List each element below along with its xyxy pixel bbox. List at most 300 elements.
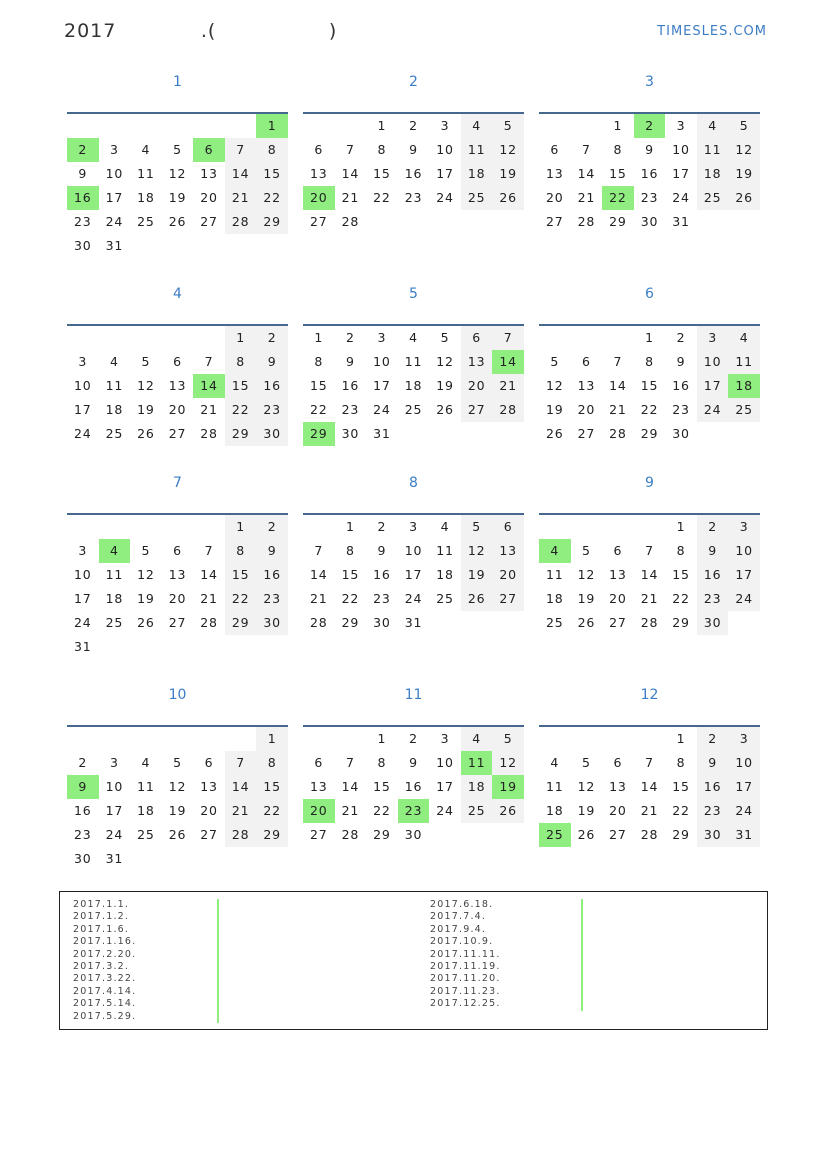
empty-day-cell bbox=[303, 727, 335, 751]
empty-day-cell bbox=[256, 635, 288, 659]
day-cell: 5 bbox=[728, 114, 760, 138]
day-cell: 30 bbox=[672, 426, 690, 441]
day-cell: 21 bbox=[200, 591, 218, 606]
day-cell: 8 bbox=[345, 543, 355, 558]
day-cell: 6 bbox=[204, 755, 214, 770]
legend-entry bbox=[73, 986, 217, 998]
empty-day-cell bbox=[429, 611, 461, 635]
legend-date: 2017.11.20. bbox=[430, 973, 501, 985]
day-cell: 14 bbox=[640, 779, 659, 794]
empty-day-cell bbox=[67, 515, 99, 539]
day-cell: 21 bbox=[310, 591, 328, 606]
day-cell: 7 bbox=[613, 354, 623, 369]
week-row bbox=[303, 350, 524, 374]
day-cell: 6 bbox=[314, 755, 324, 770]
day-cell: 30 bbox=[697, 611, 729, 635]
day-cell: 4 bbox=[461, 727, 493, 751]
empty-day-cell bbox=[366, 210, 398, 234]
day-cell: 13 bbox=[546, 166, 564, 181]
day-cell: 14 bbox=[640, 567, 659, 582]
day-cell: 26 bbox=[436, 402, 454, 417]
empty-day-cell bbox=[539, 515, 571, 539]
day-cell: 21 bbox=[200, 402, 218, 417]
legend-holiday-marker bbox=[581, 899, 583, 911]
month-grid bbox=[539, 112, 760, 234]
day-cell: 22 bbox=[640, 402, 659, 417]
empty-day-cell bbox=[303, 515, 335, 539]
empty-day-cell bbox=[429, 823, 461, 847]
day-cell: 2 bbox=[377, 519, 387, 534]
day-cell: 8 bbox=[613, 142, 623, 157]
day-cell: 23 bbox=[373, 591, 391, 606]
day-cell: 11 bbox=[546, 567, 564, 582]
empty-day-cell bbox=[130, 234, 162, 258]
day-cell: 19 bbox=[577, 803, 596, 818]
day-cell: 11 bbox=[461, 138, 493, 162]
day-cell: 2 bbox=[345, 330, 355, 345]
day-cell: 28 bbox=[225, 210, 257, 234]
day-cell: 26 bbox=[168, 827, 187, 842]
day-cell: 7 bbox=[645, 755, 654, 770]
day-cell: 24 bbox=[728, 799, 760, 823]
month-grid bbox=[67, 513, 288, 659]
day-cell: 27 bbox=[310, 214, 328, 229]
empty-day-cell bbox=[697, 210, 729, 234]
day-cell: 28 bbox=[200, 615, 218, 630]
day-cell: 25 bbox=[539, 823, 571, 847]
day-cell: 22 bbox=[225, 398, 257, 422]
day-cell: 14 bbox=[341, 779, 360, 794]
day-cell: 1 bbox=[256, 114, 288, 138]
day-cell: 30 bbox=[373, 615, 391, 630]
legend-holiday-marker bbox=[581, 924, 583, 936]
day-cell: 9 bbox=[78, 166, 88, 181]
day-cell: 30 bbox=[640, 214, 659, 229]
day-cell: 14 bbox=[193, 374, 225, 398]
empty-day-cell bbox=[162, 326, 194, 350]
site-logo[interactable]: TIMESLES.COM bbox=[657, 24, 767, 39]
day-cell: 15 bbox=[373, 166, 391, 181]
week-row bbox=[303, 326, 524, 350]
legend-holiday-marker bbox=[217, 924, 219, 936]
empty-day-cell bbox=[130, 515, 162, 539]
day-cell: 29 bbox=[672, 615, 690, 630]
day-cell: 23 bbox=[697, 587, 729, 611]
day-cell: 23 bbox=[640, 190, 659, 205]
day-cell: 3 bbox=[109, 142, 119, 157]
legend-date: 2017.1.1. bbox=[73, 899, 130, 910]
day-cell: 19 bbox=[492, 162, 524, 186]
day-cell: 19 bbox=[492, 775, 524, 799]
day-cell: 20 bbox=[492, 563, 524, 587]
empty-day-cell bbox=[429, 210, 461, 234]
day-cell: 27 bbox=[168, 615, 187, 630]
legend-date: 2017.1.2. bbox=[73, 911, 130, 923]
day-cell: 31 bbox=[74, 639, 92, 654]
day-cell: 22 bbox=[310, 402, 328, 417]
day-cell: 30 bbox=[74, 851, 92, 866]
day-cell: 30 bbox=[341, 426, 360, 441]
day-cell: 31 bbox=[373, 426, 391, 441]
day-cell: 7 bbox=[492, 326, 524, 350]
day-cell: 10 bbox=[74, 378, 92, 393]
month-name: 8 bbox=[409, 475, 418, 491]
week-row bbox=[539, 539, 760, 563]
day-cell: 18 bbox=[697, 162, 729, 186]
day-cell: 1 bbox=[377, 731, 387, 746]
empty-day-cell bbox=[461, 823, 493, 847]
week-row bbox=[67, 611, 288, 635]
empty-day-cell bbox=[99, 727, 131, 751]
day-cell: 16 bbox=[697, 775, 729, 799]
day-cell: 22 bbox=[602, 186, 634, 210]
day-cell: 29 bbox=[225, 611, 257, 635]
day-cell: 6 bbox=[193, 138, 225, 162]
day-cell: 30 bbox=[256, 422, 288, 446]
day-cell: 4 bbox=[539, 539, 571, 563]
day-cell: 23 bbox=[74, 827, 92, 842]
day-cell: 8 bbox=[225, 539, 257, 563]
day-cell: 16 bbox=[256, 374, 288, 398]
legend-entry bbox=[73, 924, 217, 936]
week-row bbox=[303, 751, 524, 775]
week-row bbox=[303, 398, 524, 422]
week-row bbox=[539, 727, 760, 751]
day-cell: 25 bbox=[461, 799, 493, 823]
empty-day-cell bbox=[634, 727, 666, 751]
day-cell: 31 bbox=[105, 851, 124, 866]
day-cell: 8 bbox=[225, 350, 257, 374]
day-cell: 15 bbox=[310, 378, 328, 393]
day-cell: 16 bbox=[672, 378, 690, 393]
day-cell: 10 bbox=[404, 543, 423, 558]
legend-date: 2017.11.11. bbox=[430, 948, 501, 960]
day-cell: 8 bbox=[314, 354, 324, 369]
day-cell: 11 bbox=[105, 567, 124, 582]
day-cell: 18 bbox=[105, 591, 124, 606]
day-cell: 27 bbox=[461, 398, 493, 422]
day-cell: 26 bbox=[137, 426, 155, 441]
day-cell: 5 bbox=[173, 142, 182, 157]
empty-day-cell bbox=[461, 611, 493, 635]
day-cell: 10 bbox=[728, 539, 760, 563]
empty-day-cell bbox=[602, 727, 634, 751]
empty-day-cell bbox=[193, 114, 225, 138]
day-cell: 21 bbox=[492, 374, 524, 398]
day-cell: 12 bbox=[168, 166, 187, 181]
week-row bbox=[67, 799, 288, 823]
day-cell: 24 bbox=[672, 190, 690, 205]
empty-day-cell bbox=[193, 727, 225, 751]
day-cell: 12 bbox=[168, 779, 187, 794]
day-cell: 8 bbox=[377, 755, 387, 770]
day-cell: 25 bbox=[105, 615, 124, 630]
legend-holiday-marker bbox=[581, 949, 583, 961]
day-cell: 29 bbox=[373, 827, 391, 842]
day-cell: 22 bbox=[672, 591, 690, 606]
day-cell: 11 bbox=[105, 378, 124, 393]
empty-day-cell bbox=[162, 234, 194, 258]
day-cell: 1 bbox=[345, 519, 355, 534]
week-row bbox=[303, 611, 524, 635]
day-cell: 5 bbox=[141, 354, 151, 369]
day-cell: 12 bbox=[492, 751, 524, 775]
legend-holiday-marker bbox=[217, 911, 219, 923]
day-cell: 17 bbox=[728, 563, 760, 587]
day-cell: 25 bbox=[728, 398, 760, 422]
day-cell: 14 bbox=[225, 162, 257, 186]
day-cell: 27 bbox=[577, 426, 596, 441]
day-cell: 29 bbox=[303, 422, 335, 446]
day-cell: 2 bbox=[78, 755, 88, 770]
day-cell: 22 bbox=[256, 799, 288, 823]
day-cell: 19 bbox=[137, 591, 155, 606]
day-cell: 25 bbox=[105, 426, 124, 441]
legend-entry bbox=[73, 973, 217, 985]
day-cell: 30 bbox=[404, 827, 423, 842]
legend-entry bbox=[73, 899, 217, 911]
day-cell: 31 bbox=[105, 238, 124, 253]
day-cell: 24 bbox=[105, 214, 124, 229]
day-cell: 10 bbox=[436, 755, 454, 770]
legend-date: 2017.3.2. bbox=[73, 960, 130, 972]
legend-date: 2017.2.20. bbox=[73, 948, 137, 960]
week-row bbox=[67, 727, 288, 751]
day-cell: 21 bbox=[225, 799, 257, 823]
empty-day-cell bbox=[398, 210, 430, 234]
day-cell: 9 bbox=[697, 539, 729, 563]
day-cell: 18 bbox=[404, 378, 423, 393]
week-row bbox=[303, 422, 524, 446]
legend-holiday-marker bbox=[581, 998, 583, 1010]
legend-entry bbox=[430, 911, 574, 923]
day-cell: 19 bbox=[168, 190, 187, 205]
legend-entry bbox=[430, 998, 574, 1010]
week-row bbox=[303, 138, 524, 162]
day-cell: 18 bbox=[137, 803, 155, 818]
empty-day-cell bbox=[571, 515, 603, 539]
day-cell: 12 bbox=[137, 378, 155, 393]
empty-day-cell bbox=[130, 727, 162, 751]
legend-holiday-marker bbox=[217, 1011, 219, 1023]
legend-entry bbox=[430, 949, 574, 961]
day-cell: 14 bbox=[341, 166, 360, 181]
day-cell: 13 bbox=[168, 378, 187, 393]
day-cell: 13 bbox=[168, 567, 187, 582]
week-row bbox=[67, 847, 288, 871]
day-cell: 15 bbox=[640, 378, 659, 393]
empty-day-cell bbox=[67, 727, 99, 751]
day-cell: 16 bbox=[640, 166, 659, 181]
legend-holiday-marker bbox=[217, 986, 219, 998]
legend-holiday-marker bbox=[581, 911, 583, 923]
day-cell: 3 bbox=[377, 330, 387, 345]
day-cell: 12 bbox=[728, 138, 760, 162]
day-cell: 7 bbox=[645, 543, 654, 558]
week-row bbox=[67, 186, 288, 210]
week-row bbox=[539, 563, 760, 587]
day-cell: 26 bbox=[577, 827, 596, 842]
day-cell: 4 bbox=[550, 755, 560, 770]
empty-day-cell bbox=[130, 847, 162, 871]
empty-day-cell bbox=[67, 326, 99, 350]
day-cell: 28 bbox=[640, 615, 659, 630]
week-row bbox=[539, 398, 760, 422]
day-cell: 24 bbox=[697, 398, 729, 422]
day-cell: 14 bbox=[200, 567, 218, 582]
day-cell: 18 bbox=[137, 190, 155, 205]
day-cell: 12 bbox=[137, 567, 155, 582]
empty-day-cell bbox=[256, 847, 288, 871]
day-cell: 8 bbox=[377, 142, 387, 157]
week-row bbox=[67, 162, 288, 186]
week-row bbox=[67, 138, 288, 162]
day-cell: 28 bbox=[225, 823, 257, 847]
day-cell: 18 bbox=[546, 591, 564, 606]
day-cell: 9 bbox=[676, 354, 686, 369]
empty-day-cell bbox=[492, 210, 524, 234]
week-row bbox=[303, 587, 524, 611]
day-cell: 4 bbox=[141, 142, 151, 157]
day-cell: 28 bbox=[609, 426, 627, 441]
day-cell: 3 bbox=[676, 118, 686, 133]
day-cell: 2 bbox=[676, 330, 686, 345]
empty-day-cell bbox=[634, 515, 666, 539]
day-cell: 13 bbox=[461, 350, 493, 374]
day-cell: 17 bbox=[105, 803, 124, 818]
day-cell: 15 bbox=[672, 779, 690, 794]
empty-day-cell bbox=[130, 326, 162, 350]
day-cell: 24 bbox=[404, 591, 423, 606]
day-cell: 18 bbox=[461, 775, 493, 799]
day-cell: 20 bbox=[303, 186, 335, 210]
day-cell: 19 bbox=[728, 162, 760, 186]
day-cell: 2 bbox=[256, 515, 288, 539]
empty-day-cell bbox=[539, 326, 571, 350]
day-cell: 18 bbox=[728, 374, 760, 398]
day-cell: 8 bbox=[256, 751, 288, 775]
day-cell: 26 bbox=[728, 186, 760, 210]
day-cell: 5 bbox=[141, 543, 151, 558]
week-row bbox=[303, 563, 524, 587]
day-cell: 3 bbox=[109, 755, 119, 770]
legend-column-right bbox=[430, 899, 574, 1011]
day-cell: 6 bbox=[173, 543, 182, 558]
day-cell: 15 bbox=[256, 162, 288, 186]
day-cell: 7 bbox=[314, 543, 324, 558]
day-cell: 1 bbox=[225, 515, 257, 539]
day-cell: 27 bbox=[200, 827, 218, 842]
day-cell: 17 bbox=[74, 402, 92, 417]
empty-day-cell bbox=[193, 635, 225, 659]
day-cell: 5 bbox=[461, 515, 493, 539]
day-cell: 7 bbox=[204, 354, 214, 369]
month-grid bbox=[539, 725, 760, 847]
week-row bbox=[539, 138, 760, 162]
empty-day-cell bbox=[256, 234, 288, 258]
day-cell: 2 bbox=[409, 118, 418, 133]
day-cell: 6 bbox=[581, 354, 591, 369]
day-cell: 18 bbox=[105, 402, 124, 417]
week-row bbox=[303, 210, 524, 234]
empty-day-cell bbox=[602, 515, 634, 539]
day-cell: 1 bbox=[377, 118, 387, 133]
legend-holiday-marker bbox=[217, 973, 219, 985]
day-cell: 11 bbox=[436, 543, 454, 558]
week-row bbox=[539, 210, 760, 234]
day-cell: 23 bbox=[404, 190, 423, 205]
day-cell: 30 bbox=[697, 823, 729, 847]
day-cell: 28 bbox=[492, 398, 524, 422]
day-cell: 6 bbox=[492, 515, 524, 539]
month-grid bbox=[303, 324, 524, 446]
month-name: 1 bbox=[173, 74, 182, 90]
day-cell: 3 bbox=[728, 515, 760, 539]
legend-holiday-marker bbox=[217, 998, 219, 1010]
day-cell: 25 bbox=[546, 615, 564, 630]
day-cell: 22 bbox=[341, 591, 360, 606]
day-cell: 7 bbox=[345, 755, 355, 770]
week-row bbox=[67, 563, 288, 587]
week-row bbox=[539, 350, 760, 374]
empty-day-cell bbox=[571, 727, 603, 751]
day-cell: 8 bbox=[676, 543, 686, 558]
legend-date: 2017.7.4. bbox=[430, 911, 487, 923]
legend-holiday-marker bbox=[217, 936, 219, 948]
day-cell: 1 bbox=[256, 727, 288, 751]
empty-day-cell bbox=[728, 611, 760, 635]
empty-day-cell bbox=[697, 422, 729, 446]
day-cell: 2 bbox=[697, 727, 729, 751]
day-cell: 29 bbox=[640, 426, 659, 441]
day-cell: 16 bbox=[341, 378, 360, 393]
day-cell: 14 bbox=[310, 567, 328, 582]
day-cell: 28 bbox=[310, 615, 328, 630]
week-row bbox=[67, 398, 288, 422]
day-cell: 28 bbox=[200, 426, 218, 441]
week-row bbox=[67, 114, 288, 138]
day-cell: 4 bbox=[728, 326, 760, 350]
legend-column-left bbox=[73, 899, 217, 1023]
day-cell: 14 bbox=[577, 166, 596, 181]
week-row bbox=[539, 799, 760, 823]
day-cell: 22 bbox=[373, 190, 391, 205]
week-row bbox=[539, 611, 760, 635]
legend-holiday-marker bbox=[581, 936, 583, 948]
day-cell: 31 bbox=[728, 823, 760, 847]
day-cell: 28 bbox=[640, 827, 659, 842]
legend-entry bbox=[430, 973, 574, 985]
empty-day-cell bbox=[429, 422, 461, 446]
empty-day-cell bbox=[492, 823, 524, 847]
week-row bbox=[303, 114, 524, 138]
day-cell: 4 bbox=[409, 330, 418, 345]
day-cell: 22 bbox=[256, 186, 288, 210]
month-grid bbox=[67, 725, 288, 871]
day-cell: 6 bbox=[461, 326, 493, 350]
day-cell: 17 bbox=[105, 190, 124, 205]
day-cell: 21 bbox=[225, 186, 257, 210]
day-cell: 28 bbox=[577, 214, 596, 229]
day-cell: 18 bbox=[436, 567, 454, 582]
day-cell: 10 bbox=[672, 142, 690, 157]
day-cell: 20 bbox=[609, 803, 627, 818]
legend-entry bbox=[73, 949, 217, 961]
week-row bbox=[303, 799, 524, 823]
day-cell: 3 bbox=[728, 727, 760, 751]
week-row bbox=[539, 515, 760, 539]
month-grid bbox=[303, 112, 524, 234]
